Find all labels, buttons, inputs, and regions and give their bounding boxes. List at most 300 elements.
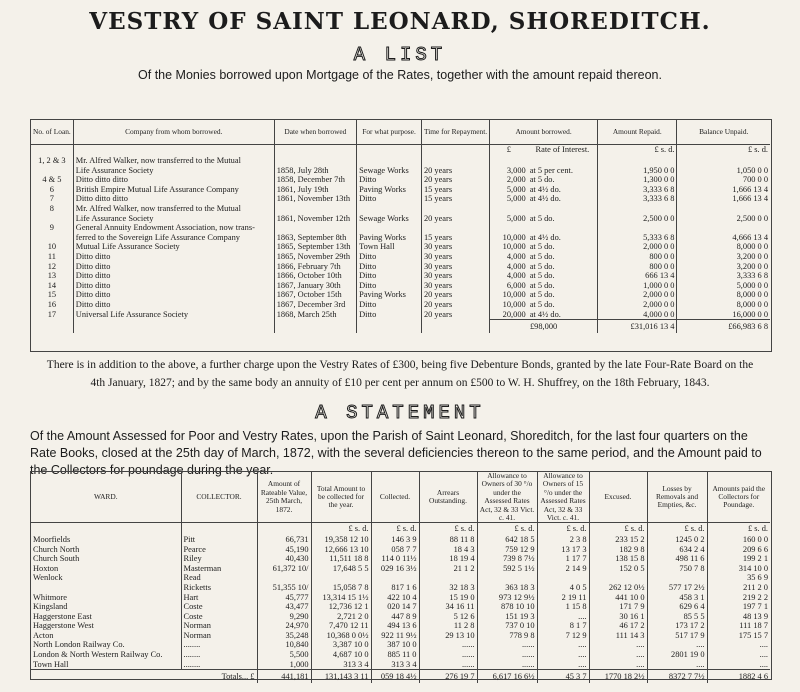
- ward-collector: ........: [181, 640, 257, 650]
- loan-no: 11: [31, 252, 73, 262]
- totals-rateable: 441,181: [257, 670, 311, 683]
- loan-repaid: 2,500 0 0: [598, 214, 677, 224]
- ward-total: 11,511 18 8: [311, 554, 371, 564]
- loan-no: 7: [31, 194, 73, 204]
- loan-balance: [677, 156, 770, 166]
- ward-allow15: 1 15 8: [537, 602, 589, 612]
- ward-total: 3,387 10 0: [311, 640, 371, 650]
- ward-losses: ....: [647, 640, 707, 650]
- ward-allow30: 737 0 10: [477, 621, 537, 631]
- col-collected: Collected.: [371, 472, 419, 523]
- ward-allow15: ....: [537, 612, 589, 622]
- ward-rateable: 9,290: [257, 612, 311, 622]
- ward-collected: 146 3 9: [371, 535, 419, 545]
- ward-collector: Norman: [181, 631, 257, 641]
- loan-balance: [677, 204, 770, 214]
- loan-purpose: Ditto: [357, 175, 422, 185]
- ward-losses: 1245 0 2: [647, 535, 707, 545]
- ward-collector: ........: [181, 650, 257, 660]
- ward-collected: [371, 573, 419, 583]
- loan-rate: [528, 156, 598, 166]
- loan-row: [31, 175, 770, 185]
- ward-collected: 817 1 6: [371, 583, 419, 593]
- col-rateable: Amount of Rateable Value, 25th March, 1872.: [257, 472, 311, 523]
- loan-amount: 10,000: [502, 299, 526, 309]
- ward-losses: 517 17 9: [647, 631, 707, 641]
- ward-rateable: 43,477: [257, 602, 311, 612]
- ward-collected: 058 7 7: [371, 545, 419, 555]
- loan-balance: 3,200 0 0: [736, 251, 768, 261]
- loan-no: 17: [31, 310, 73, 320]
- col-amount: Amount borrowed.: [490, 120, 598, 144]
- loan-date: 1867, January 30th: [274, 281, 356, 291]
- unit-balance: £ s. d.: [747, 145, 768, 155]
- ward-allow15: 1 17 7: [537, 554, 589, 564]
- ward-name: Church South: [31, 554, 181, 564]
- loan-row: [31, 204, 770, 214]
- loan-amount: 4,000: [506, 261, 526, 271]
- unit-allow30: £ s. d.: [477, 523, 537, 535]
- ward-collected: 020 14 7: [371, 602, 419, 612]
- col-time: Time for Repayment.: [421, 120, 489, 144]
- ward-losses: ....: [647, 660, 707, 670]
- ward-rateable: 61,372 10/: [257, 564, 311, 574]
- loan-row: [31, 271, 770, 281]
- unit-total: £ s. d.: [311, 523, 371, 535]
- ward-collector: Pitt: [181, 535, 257, 545]
- ward-losses: 498 11 6: [647, 554, 707, 564]
- loan-no: 9: [31, 223, 73, 233]
- unit-arrears: £ s. d.: [419, 523, 477, 535]
- loan-amount: 6,000: [506, 280, 526, 290]
- loan-company: Life Assurance Society: [73, 166, 274, 176]
- loan-amount: 4,000: [506, 251, 526, 261]
- ward-arrears: ......: [419, 650, 477, 660]
- loan-date: 1866, October 10th: [274, 271, 356, 281]
- ward-allow15: 8 1 7: [537, 621, 589, 631]
- loan-no: 16: [31, 300, 73, 310]
- ward-excused: 182 9 8: [589, 545, 647, 555]
- col-total: Total Amount to be collected for the year.: [311, 472, 371, 523]
- loan-repaid: [598, 223, 677, 233]
- ward-name: Town Hall: [31, 660, 181, 670]
- loan-amount: 5,000: [506, 194, 526, 204]
- col-company: Company from whom borrowed.: [73, 120, 274, 144]
- ward-collected: 313 3 4: [371, 660, 419, 670]
- col-date: Date when borrowed: [274, 120, 356, 144]
- ward-rateable: 35,248: [257, 631, 311, 641]
- ward-allow15: 2 14 9: [537, 564, 589, 574]
- loan-repaid: 2,000 0 0: [598, 300, 677, 310]
- ward-allow30: [477, 573, 537, 583]
- ward-allow30: 778 9 8: [477, 631, 537, 641]
- loan-purpose: Paving Works: [357, 290, 422, 300]
- totals-total: 131,143 3 11: [311, 670, 371, 683]
- loan-company: Ditto ditto: [73, 252, 274, 262]
- loan-date: 1868, March 25th: [274, 310, 356, 320]
- ward-allow15: ....: [537, 660, 589, 670]
- ward-losses: 2801 19 0: [647, 650, 707, 660]
- ward-poundage: 111 18 7: [739, 621, 768, 631]
- loan-time: 30 years: [421, 262, 489, 272]
- ward-arrears: 18 19 4: [419, 554, 477, 564]
- ward-total: 10,368 0 0½: [311, 631, 371, 641]
- ward-poundage: 160 0 0: [742, 534, 768, 544]
- ward-collector: Hart: [181, 593, 257, 603]
- loan-balance: 700 0 0: [742, 175, 768, 185]
- loan-time: 30 years: [421, 271, 489, 281]
- loan-row: [31, 310, 770, 320]
- ward-allow15: 2 3 8: [537, 535, 589, 545]
- ward-allow15: 7 12 9: [537, 631, 589, 641]
- loan-company: Ditto ditto: [73, 300, 274, 310]
- loan-time: 20 years: [421, 290, 489, 300]
- loan-rate: at 5 do.: [528, 300, 598, 310]
- unit-repaid: £ s. d.: [598, 144, 677, 156]
- totals-collected: 059 18 4½: [371, 670, 419, 683]
- loan-amount: 5,000: [506, 213, 526, 223]
- ward-row: [31, 631, 770, 641]
- loan-company: Ditto ditto ditto: [73, 175, 274, 185]
- loan-rate: at 4½ do.: [528, 194, 598, 204]
- ward-excused: 138 15 8: [589, 554, 647, 564]
- ward-arrears: 18 4 3: [419, 545, 477, 555]
- loan-row: [31, 194, 770, 204]
- loan-row: [31, 223, 770, 233]
- totals-poundage: 1882 4 6: [738, 671, 768, 681]
- loan-company: General Annuity Endowment Association, now trans-: [73, 223, 274, 233]
- col-allow30: Allowance to Owners of 30 °/o under the Assessed Rates Act, 32 & 33 Vict. c. 41.: [477, 472, 537, 523]
- ward-rateable: 40,430: [257, 554, 311, 564]
- ward-row: [31, 621, 770, 631]
- ward-collector: Masterman: [181, 564, 257, 574]
- unit-amount: £: [506, 145, 511, 155]
- ward-losses: 629 6 4: [647, 602, 707, 612]
- loan-company: Ditto ditto ditto: [73, 194, 274, 204]
- loan-no: [31, 214, 73, 224]
- ward-rateable: 66,731: [257, 535, 311, 545]
- loan-time: 20 years: [421, 175, 489, 185]
- ward-allow30: 973 12 9½: [477, 593, 537, 603]
- ward-allow30: 759 12 9: [477, 545, 537, 555]
- loan-row: [31, 262, 770, 272]
- loan-amount: 20,000: [502, 309, 526, 319]
- ward-excused: 171 7 9: [589, 602, 647, 612]
- ward-total: 12,736 12 1: [311, 602, 371, 612]
- ward-losses: [647, 573, 707, 583]
- ward-allow15: ....: [537, 640, 589, 650]
- loan-row: [31, 156, 770, 166]
- loan-balance: 8,000 0 0: [736, 290, 768, 300]
- loan-repaid: 5,333 6 8: [598, 233, 677, 243]
- loan-amount: 2,000: [506, 175, 526, 185]
- loan-company: British Empire Mutual Life Assurance Company: [73, 185, 274, 195]
- loan-purpose: Paving Works: [357, 233, 422, 243]
- loan-balance: [677, 223, 770, 233]
- loan-amount: 10,000: [502, 242, 526, 252]
- loan-balance: 16,000 0 0: [732, 309, 768, 319]
- ward-allow15: 2 19 11: [537, 593, 589, 603]
- ward-poundage: ....: [759, 650, 768, 660]
- ward-collected: 029 16 3½: [371, 564, 419, 574]
- loan-rate: at 5 do.: [528, 271, 598, 281]
- ward-losses: 634 2 4: [647, 545, 707, 555]
- loan-rate: at 5 do.: [528, 214, 598, 224]
- ward-allow15: ....: [537, 650, 589, 660]
- loan-date: 1867, October 15th: [274, 290, 356, 300]
- ward-name: Haggerstone East: [31, 612, 181, 622]
- loan-no: 12: [31, 262, 73, 272]
- loan-no: 1, 2 & 3: [31, 156, 73, 166]
- loan-repaid: 3,333 6 8: [598, 194, 677, 204]
- ward-row: [31, 573, 770, 583]
- ward-total: 17,648 5 5: [311, 564, 371, 574]
- totals-arrears: 276 19 7: [419, 670, 477, 683]
- loan-repaid: 800 0 0: [598, 252, 677, 262]
- col-ward: WARD.: [31, 472, 181, 523]
- loan-no: [31, 166, 73, 176]
- loan-rate: at 4½ do.: [528, 233, 598, 243]
- col-losses: Losses by Removals and Empties, &c.: [647, 472, 707, 523]
- ward-collected: 922 11 9½: [371, 631, 419, 641]
- loan-date: [274, 223, 356, 233]
- loan-rate: at 5 do.: [528, 175, 598, 185]
- ward-poundage: 175 15 7: [738, 630, 768, 640]
- unit-losses: £ s. d.: [647, 523, 707, 535]
- ward-excused: 46 17 2: [589, 621, 647, 631]
- loan-amount: [490, 156, 528, 166]
- loan-date: 1865, November 29th: [274, 252, 356, 262]
- loan-no: 13: [31, 271, 73, 281]
- loan-balance: 4,666 13 4: [732, 232, 768, 242]
- loan-amount: 3,000: [506, 165, 526, 175]
- loan-rate: at 4½ do.: [528, 185, 598, 195]
- ward-excused: 152 0 5: [589, 564, 647, 574]
- loan-row: [31, 214, 770, 224]
- loan-balance: 2,500 0 0: [736, 213, 768, 223]
- ward-poundage: 48 13 9: [742, 611, 768, 621]
- ward-total: 2,721 2 0: [311, 612, 371, 622]
- ward-row: [31, 535, 770, 545]
- loan-rate: [528, 204, 598, 214]
- loan-no: 14: [31, 281, 73, 291]
- loan-no: 8: [31, 204, 73, 214]
- note-line-1: There is in addition to the above, a further charge upon the Vestry Rates of £300, being five Debenture Bonds, granted by the late Four-Rate Board on the: [46, 359, 754, 371]
- loan-date: [274, 204, 356, 214]
- loan-date: 1865, September 13th: [274, 242, 356, 252]
- ward-excused: 262 12 0½: [589, 583, 647, 593]
- loan-purpose: Ditto: [357, 300, 422, 310]
- ward-poundage: 35 6 9: [747, 573, 768, 583]
- total-balance: £66,983 6 8: [677, 320, 770, 333]
- loan-purpose: Town Hall: [357, 242, 422, 252]
- loan-repaid: 2,000 0 0: [598, 290, 677, 300]
- ward-arrears: [419, 573, 477, 583]
- loan-time: 20 years: [421, 310, 489, 320]
- loan-amount: 10,000: [502, 290, 526, 300]
- ward-allow30: 363 18 3: [477, 583, 537, 593]
- ward-excused: 441 10 0: [589, 593, 647, 603]
- loan-repaid: [598, 156, 677, 166]
- ward-collected: 422 10 4: [371, 593, 419, 603]
- loan-purpose: Ditto: [357, 194, 422, 204]
- ward-name: Church North: [31, 545, 181, 555]
- loan-rate: at 5 do.: [528, 262, 598, 272]
- loan-purpose: [357, 204, 422, 214]
- ward-arrears: 34 16 11: [419, 602, 477, 612]
- totals-allow30: 6,617 16 6½: [477, 670, 537, 683]
- loan-date: [274, 156, 356, 166]
- ward-row: [31, 583, 770, 593]
- ward-total: 7,470 12 11: [311, 621, 371, 631]
- loan-company: Universal Life Assurance Society: [73, 310, 274, 320]
- loan-repaid: 4,000 0 0: [598, 310, 677, 320]
- ward-losses: 85 5 5: [647, 612, 707, 622]
- loan-time: 30 years: [421, 252, 489, 262]
- col-arrears: Arrears Outstanding.: [419, 472, 477, 523]
- ward-collected: 494 13 6: [371, 621, 419, 631]
- loan-time: 15 years: [421, 194, 489, 204]
- ward-name: Acton: [31, 631, 181, 641]
- ward-row: [31, 554, 770, 564]
- loan-balance: 3,200 0 0: [736, 261, 768, 271]
- loan-purpose: [357, 223, 422, 233]
- ward-excused: 111 14 3: [589, 631, 647, 641]
- ward-losses: 458 3 1: [647, 593, 707, 603]
- ward-allow15: 13 17 3: [537, 545, 589, 555]
- loan-time: 30 years: [421, 242, 489, 252]
- loan-date: 1858, July 28th: [274, 166, 356, 176]
- ward-name: North London Railway Co.: [31, 640, 181, 650]
- ward-rateable: 24,970: [257, 621, 311, 631]
- loan-balance: 5,000 0 0: [736, 280, 768, 290]
- note-line-2: 4th January, 1827; and by the same body an annuity of £10 per cent per annum on £500 to W. H. Shuffrey, on the 18th February, 1843.: [90, 377, 710, 389]
- totals-allow15: 45 3 7: [537, 670, 589, 683]
- total-amount: £98,000: [490, 320, 598, 333]
- ward-name: Whitmore: [31, 593, 181, 603]
- loan-date: 1861, July 19th: [274, 185, 356, 195]
- ward-row: [31, 545, 770, 555]
- loan-company: Life Assurance Society: [73, 214, 274, 224]
- loan-repaid: 1,000 0 0: [598, 281, 677, 291]
- loan-time: [421, 156, 489, 166]
- ward-name: Kingsland: [31, 602, 181, 612]
- loan-date: 1867, December 3rd: [274, 300, 356, 310]
- ward-rateable: 51,355 10/: [257, 583, 311, 593]
- ward-row: [31, 593, 770, 603]
- ward-arrears: ......: [419, 660, 477, 670]
- list-subtitle: Of the Monies borrowed upon Mortgage of the Rates, together with the amount repaid thereon.: [138, 68, 662, 82]
- loan-company: Ditto ditto: [73, 271, 274, 281]
- loan-company: Ditto ditto: [73, 290, 274, 300]
- loan-repaid: 3,333 6 8: [598, 185, 677, 195]
- ward-collector: Norman: [181, 621, 257, 631]
- loan-row: [31, 281, 770, 291]
- loan-no: 15: [31, 290, 73, 300]
- ward-row: [31, 602, 770, 612]
- ward-arrears: 29 13 10: [419, 631, 477, 641]
- loans-table: [31, 120, 770, 333]
- ward-arrears: 88 11 8: [419, 535, 477, 545]
- loan-time: [421, 204, 489, 214]
- loan-row: [31, 300, 770, 310]
- ward-collected: 885 11 0: [371, 650, 419, 660]
- ward-rateable: 45,190: [257, 545, 311, 555]
- ward-total: 13,314 15 1½: [311, 593, 371, 603]
- loan-balance: 1,666 13 4: [732, 184, 768, 194]
- ward-arrears: 5 12 6: [419, 612, 477, 622]
- statement-intro: Of the Amount Assessed for Poor and Vestry Rates, upon the Parish of Saint Leonard, Shoreditch, for the last four quarters on the Rate Books, closed at the 25th day of March, 1872, with the several deficiencies thereon to the same period, and the Amount paid to the Collectors for poundage during the year.: [30, 429, 762, 477]
- ward-poundage: 219 2 2: [742, 592, 768, 602]
- ward-poundage: ....: [759, 659, 768, 669]
- unit-poundage: £ s. d.: [747, 524, 768, 534]
- loan-rate: at 4½ do.: [528, 310, 598, 320]
- ward-collected: 114 0 11½: [371, 554, 419, 564]
- loan-row: [31, 252, 770, 262]
- ward-collector: Coste: [181, 612, 257, 622]
- ward-allow30: 151 19 3: [477, 612, 537, 622]
- ward-excused: ....: [589, 640, 647, 650]
- loan-date: 1866, February 7th: [274, 262, 356, 272]
- ward-poundage: 211 2 0: [743, 582, 768, 592]
- loan-time: 20 years: [421, 166, 489, 176]
- loan-row: [31, 242, 770, 252]
- loan-purpose: Ditto: [357, 262, 422, 272]
- list-heading: A LIST: [353, 44, 447, 66]
- loan-balance: 3,333 6 8: [736, 271, 768, 281]
- loan-repaid: 800 0 0: [598, 262, 677, 272]
- ward-row: [31, 660, 770, 670]
- ward-allow30: 592 5 1½: [477, 564, 537, 574]
- ward-poundage: 197 7 1: [742, 602, 768, 612]
- col-allow15: Allowance to Owners of 15 °/o under the Assessed Rates Act, 32 & 33 Vict. c. 41.: [537, 472, 589, 523]
- col-excused: Excused.: [589, 472, 647, 523]
- loan-row: [31, 290, 770, 300]
- totals-label: Totals... £: [31, 670, 257, 683]
- loan-purpose: Ditto: [357, 252, 422, 262]
- total-repaid: £31,016 13 4: [598, 320, 677, 333]
- ward-rateable: [257, 573, 311, 583]
- loan-repaid: 2,000 0 0: [598, 242, 677, 252]
- loan-balance: 8,000 0 0: [736, 242, 768, 252]
- loan-amount: 10,000: [502, 232, 526, 242]
- ward-name: Wenlock: [31, 573, 181, 583]
- ward-collector: Riley: [181, 554, 257, 564]
- ward-collector: Ricketts: [181, 583, 257, 593]
- ward-rateable: 5,500: [257, 650, 311, 660]
- loan-balance: 1,050 0 0: [736, 165, 768, 175]
- totals-losses: 8372 7 7½: [647, 670, 707, 683]
- unit-collected: £ s. d.: [371, 523, 419, 535]
- loan-rate: at 5 per cent.: [528, 166, 598, 176]
- ward-name: Moorfields: [31, 535, 181, 545]
- ward-allow30: ......: [477, 660, 537, 670]
- totals-excused: 1770 18 2½: [589, 670, 647, 683]
- loan-time: 20 years: [421, 300, 489, 310]
- col-balance: Balance Unpaid.: [699, 126, 749, 136]
- ward-collector: Pearce: [181, 545, 257, 555]
- ward-losses: 173 17 2: [647, 621, 707, 631]
- ward-total: [311, 573, 371, 583]
- ward-total: 12,666 13 10: [311, 545, 371, 555]
- ward-allow30: ......: [477, 650, 537, 660]
- ward-excused: 30 16 1: [589, 612, 647, 622]
- col-purpose: For what purpose.: [357, 120, 422, 144]
- ward-arrears: 21 1 2: [419, 564, 477, 574]
- loan-no: 4 & 5: [31, 175, 73, 185]
- statement-heading: A STATEMENT: [315, 402, 485, 424]
- loan-repaid: [598, 204, 677, 214]
